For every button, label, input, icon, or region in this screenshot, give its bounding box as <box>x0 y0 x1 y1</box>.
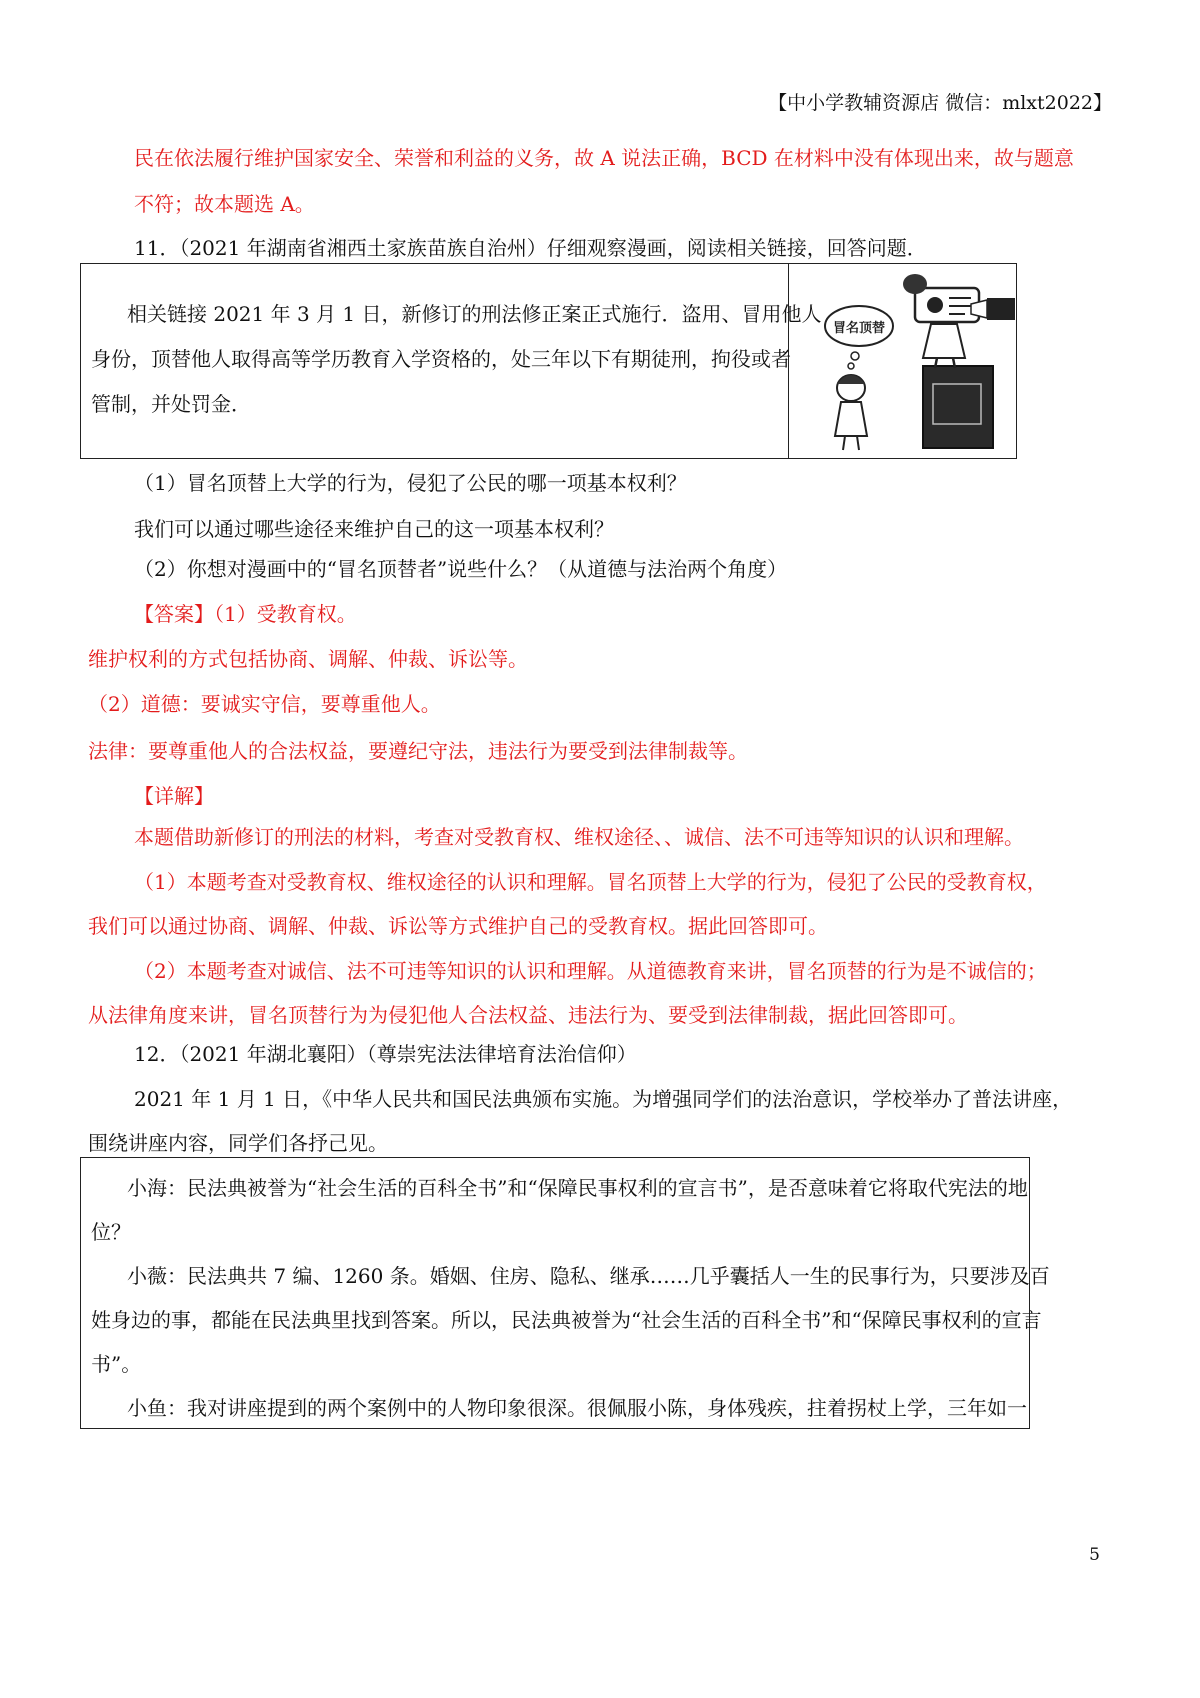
detail-1: 本题借助新修订的刑法的材料，考查对受教育权、维权途径、、诚信、法不可违等知识的认识和理解。 <box>134 825 1024 849</box>
q12-discussion-box <box>80 1157 1050 1429</box>
answer-1b: 维护权利的方式包括协商、调解、仲裁、诉讼等。 <box>88 647 528 671</box>
box-line-4: 姓身边的事，都能在民法典里找到答案。所以，民法典被誉为“社会生活的百科全书”和“保障民事权利的宣言 <box>91 1308 1042 1332</box>
q12-intro-a: 2021 年 1 月 1 日，《中华人民共和国民法典颁布实施。为增强同学们的法治意识，学校举办了普法讲座， <box>134 1087 1073 1111</box>
cartoon-image <box>795 270 1015 454</box>
box-line-1: 小海：民法典被誉为“社会生活的百科全书”和“保障民事权利的宣言书”，是否意味着它将取代宪法的地 <box>127 1176 1028 1200</box>
link-line-1: 相关链接 2021 年 3 月 1 日，新修订的刑法修正案正式施行．盗用、冒用他人 <box>127 302 822 326</box>
q11-stem: 11．（2021 年湖南省湘西土家族苗族自治州）仔细观察漫画，阅读相关链接，回答问题． <box>134 236 927 260</box>
header-watermark: 【中小学教辅资源店 微信：mlxt2022】 <box>768 92 1112 114</box>
detail-label: 【详解】 <box>134 784 214 808</box>
q11-link-table <box>80 263 1017 459</box>
box-line-3: 小薇：民法典共 7 编、1260 条。婚姻、住房、隐私、继承……几乎囊括人一生的民事行为，只要涉及百 <box>127 1264 1050 1288</box>
box-line-5: 书”。 <box>91 1352 142 1376</box>
q12-intro-b: 围绕讲座内容，同学们各抒己见。 <box>88 1131 388 1155</box>
detail-3b: 从法律角度来讲，冒名顶替行为为侵犯他人合法权益、违法行为、要受到法律制裁，据此回答即可。 <box>88 1003 968 1027</box>
box-line-6: 小鱼：我对讲座提到的两个案例中的人物印象很深。很佩服小陈，身体残疾，拄着拐杖上学，三年如一 <box>127 1396 1027 1420</box>
cartoon-caption: 冒名顶替 <box>832 321 886 336</box>
answer-label: 【答案】 <box>134 602 214 626</box>
detail-3a: （2）本题考查对诚信、法不可违等知识的认识和理解。从道德教育来讲，冒名顶替的行为是不诚信的； <box>134 959 1047 983</box>
detail-2b: 我们可以通过协商、调解、仲裁、诉讼等方式维护自己的受教育权。据此回答即可。 <box>88 914 828 938</box>
answer-2: （2）道德：要诚实守信，要尊重他人。 <box>88 692 441 716</box>
detail-2a: （1）本题考查对受教育权、维权途径的认识和理解。冒名顶替上大学的行为，侵犯了公民的受教育权， <box>134 870 1047 894</box>
page-number: 5 <box>1089 1545 1100 1565</box>
q11-sub1-a: （1）冒名顶替上大学的行为，侵犯了公民的哪一项基本权利？ <box>134 471 687 495</box>
prev-answer-line2: 不符；故本题选 A。 <box>134 192 315 216</box>
q11-sub1-b: 我们可以通过哪些途径来维护自己的这一项基本权利？ <box>134 517 614 541</box>
q12-stem: 12．（2021 年湖北襄阳）（尊崇宪法法律培育法治信仰） <box>134 1042 637 1066</box>
link-line-2: 身份，顶替他人取得高等学历教育入学资格的，处三年以下有期徒刑，拘役或者 <box>91 347 791 371</box>
prev-answer-line1: 民在依法履行维护国家安全、荣誉和利益的义务，故 A 说法正确，BCD 在材料中没有体现出来，故与题意 <box>134 146 1074 170</box>
box-line-2: 位？ <box>91 1220 131 1244</box>
answer-1: （1）受教育权。 <box>214 602 357 626</box>
link-line-3: 管制，并处罚金． <box>91 392 251 416</box>
q11-sub2: （2）你想对漫画中的“冒名顶替者”说些什么？（从道德与法治两个角度） <box>134 557 788 581</box>
answer-2b: 法律：要尊重他人的合法权益，要遵纪守法，违法行为要受到法律制裁等。 <box>88 739 748 763</box>
